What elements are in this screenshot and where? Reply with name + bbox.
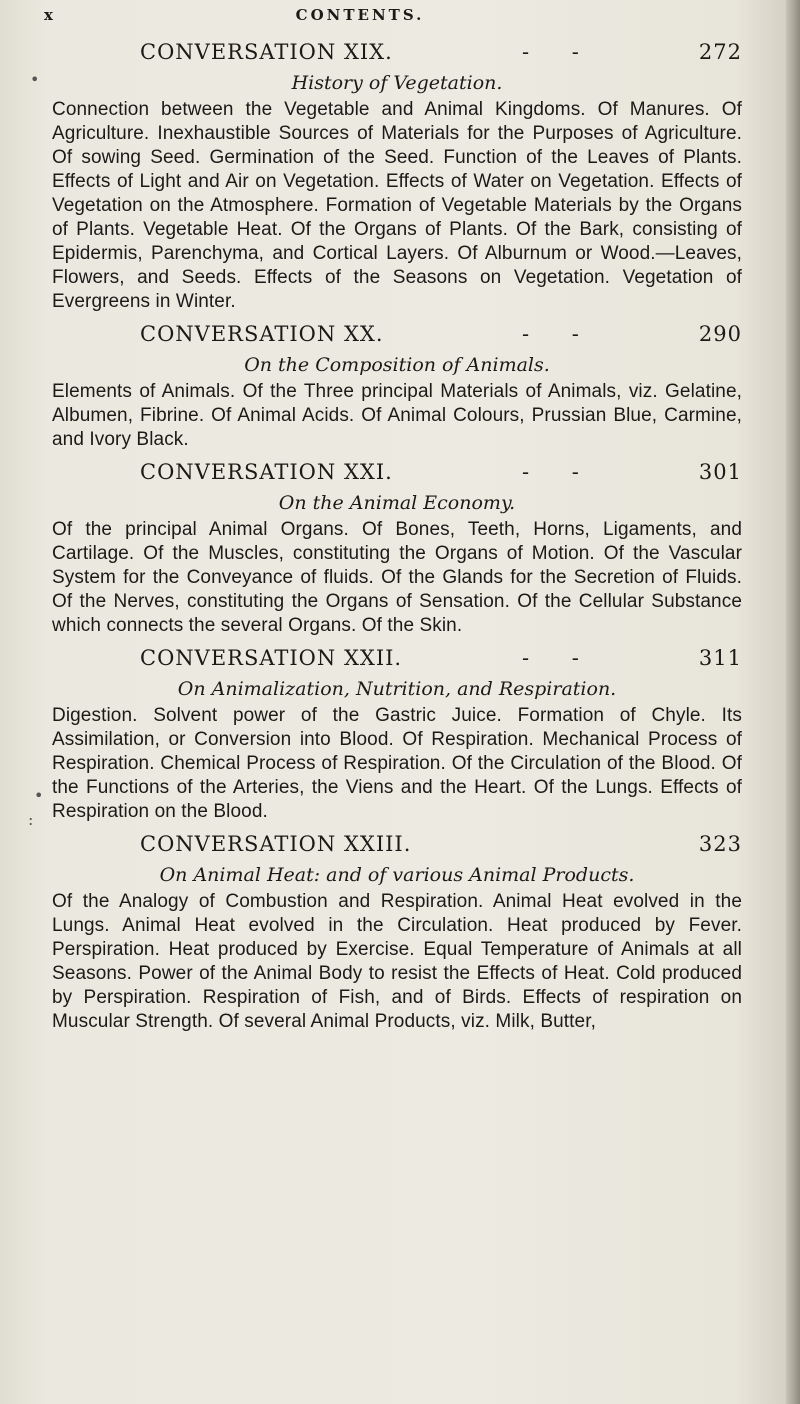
conversation-title: CONVERSATION XXI. <box>140 460 393 484</box>
page-number: 311 <box>698 646 742 670</box>
conversation-title: CONVERSATION XX. <box>140 322 384 346</box>
margin-dot: • <box>30 70 40 89</box>
conversation-subtitle: History of Vegetation. <box>291 72 503 94</box>
page-folio: x <box>44 6 53 24</box>
page-number: 272 <box>698 40 742 64</box>
running-head-title: CONTENTS. <box>295 6 425 24</box>
page-number: 290 <box>698 322 742 346</box>
page-binding-edge <box>786 0 800 1404</box>
conversation-heading <box>52 322 742 352</box>
conversation-summary: Of the principal Animal Organs. Of Bones, Teeth, Horns, Ligaments, and Cartilage. Of the Muscles, constituting the Organs of Motion. Of the Vascular System for the Conveyance of fluids. Of the Glands for the Secretion of Fluids. Of the Nerves, constituting the Organs of Sensation. Of the Cellular Substance which connects the several Organs. Of the Skin. <box>52 519 742 636</box>
page-number: 323 <box>698 832 742 856</box>
conversation-subtitle: On Animalization, Nutrition, and Respiration. <box>177 678 617 700</box>
conversation-entry <box>52 322 742 452</box>
conversation-title: CONVERSATION XXII. <box>140 646 403 670</box>
leader-dots: - - <box>522 322 597 346</box>
running-head <box>0 6 800 32</box>
margin-dot: • <box>34 786 44 805</box>
conversation-title: CONVERSATION XIX. <box>140 40 393 64</box>
conversation-entry <box>52 832 742 1034</box>
conversation-summary: Of the Analogy of Combustion and Respiration. Animal Heat evolved in the Lungs. Animal Heat evolved in the Circulation. Heat produced by Fever. Perspiration. Heat produced by Exercise. Equal Temperature of Animals at all Seasons. Power of the Animal Body to resist the Effects of Heat. Cold produced by Perspiration. Respiration of Fish, and of Birds. Effects of respiration on Muscular Strength. Of several Animal Products, viz. Milk, Butter, <box>52 891 742 1032</box>
conversation-entry <box>52 460 742 638</box>
leader-dots: - - <box>522 460 597 484</box>
conversation-summary: Connection between the Vegetable and Animal Kingdoms. Of Manures. Of Agriculture. Inexhaustible Sources of Materials for the Purposes of Agriculture. Of sowing Seed. Germination of the Seed. Function of the Leaves of Plants. Effects of Light and Air on Vegetation. Effects of Water on Vegetation. Effects of Vegetation on the Atmosphere. Formation of Vegetable Materials by the Organs of Plants. Vegetable Heat. Of the Organs of Plants. Of the Bark, consisting of Epidermis, Parenchyma, and Cortical Layers. Of Alburnum or Wood.—Leaves, Flowers, and Seeds. Effects of the Seasons on Vegetation. Vegetation of Evergreens in Winter. <box>52 99 742 312</box>
conversation-entry <box>52 646 742 824</box>
conversation-heading <box>52 832 742 862</box>
conversation-entry <box>52 40 742 314</box>
page-number: 301 <box>698 460 742 484</box>
conversation-heading <box>52 646 742 676</box>
conversation-subtitle: On the Composition of Animals. <box>244 354 550 376</box>
conversation-summary: Digestion. Solvent power of the Gastric Juice. Formation of Chyle. Its Assimilation, or Conversion into Blood. Of Respiration. Mechanical Process of Respiration. Chemical Process of Respiration. Of the Circulation of the Blood. Of the Functions of the Arteries, the Viens and the Heart. Of the Lungs. Effects of Respiration on the Blood. <box>52 705 742 822</box>
leader-dots: - - <box>522 646 597 670</box>
conversation-title: CONVERSATION XXIII. <box>140 832 412 856</box>
leader-dots: - - <box>522 40 597 64</box>
conversation-subtitle: On the Animal Economy. <box>278 492 516 514</box>
conversation-heading <box>52 460 742 490</box>
contents-list <box>52 40 742 1042</box>
conversation-heading <box>52 40 742 70</box>
margin-dot: : <box>28 810 34 829</box>
conversation-summary: Elements of Animals. Of the Three principal Materials of Animals, viz. Gelatine, Albumen, Fibrine. Of Animal Acids. Of Animal Colours, Prussian Blue, Carmine, and Ivory Black. <box>52 381 742 450</box>
conversation-subtitle: On Animal Heat: and of various Animal Products. <box>159 864 635 886</box>
